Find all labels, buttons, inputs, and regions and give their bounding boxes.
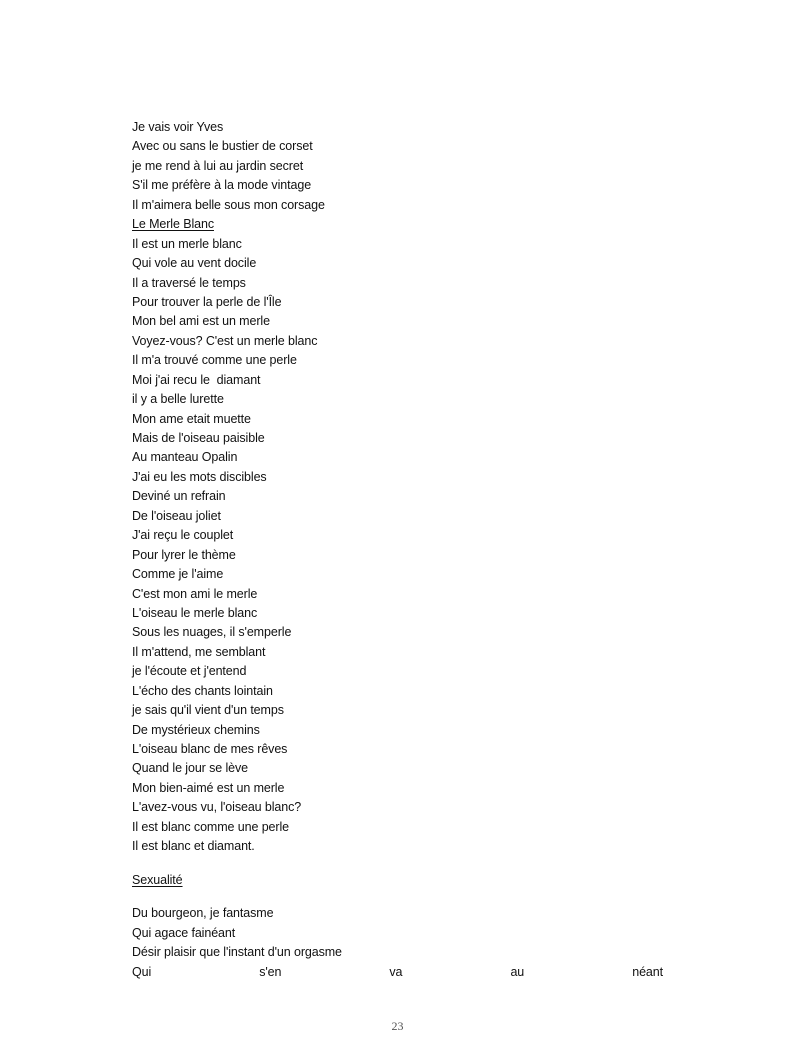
poem-line: je l'écoute et j'entend: [132, 664, 247, 679]
poem-line: Comme je l'aime: [132, 567, 224, 582]
poem-line: De l'oiseau joliet: [132, 508, 221, 523]
poem-text-block: [132, 118, 672, 857]
poem-line: L'oiseau le merle blanc: [132, 605, 258, 620]
poem-line: Mais de l'oiseau paisible: [132, 431, 265, 445]
poem-line: il y a belle lurette: [132, 392, 224, 407]
poem-line: Il m'attend, me semblant: [132, 644, 266, 659]
poem-line: Mon bien-aimé est un merle: [132, 780, 285, 795]
poem-line: Pour lyrer le thème: [132, 547, 236, 562]
poem-line: L'écho des chants lointain: [132, 683, 273, 698]
poem-title-sexualite: Sexualité: [132, 873, 183, 887]
poem-line: Sous les nuages, il s'emperle: [132, 625, 292, 640]
poem-word: s'en: [259, 964, 282, 979]
poem-line: L'avez-vous vu, l'oiseau blanc?: [132, 800, 302, 815]
poem-line: Qui agace fainéant: [132, 925, 236, 940]
poem-line: Qui vole au vent docile: [132, 256, 257, 271]
poem-title-merle-blanc: Le Merle Blanc: [132, 217, 214, 232]
poem-word: va: [389, 964, 403, 979]
poem-line: je sais qu'il vient d'un temps: [132, 703, 284, 718]
poem-line: Pour trouver la perle de l'Île: [132, 294, 282, 309]
poem-word: au: [510, 964, 525, 979]
poem-line: Moi j'ai recu le diamant: [132, 372, 261, 387]
sexualite-section: [132, 871, 672, 982]
poem-line: J'ai eu les mots discibles: [132, 469, 267, 484]
poem-line: Il est blanc et diamant.: [132, 839, 255, 854]
page-number: 23: [391, 1019, 404, 1033]
poem-line: C'est mon ami le merle: [132, 586, 258, 601]
poem-line: Mon ame etait muette: [132, 411, 251, 426]
poem-line: Voyez-vous? C'est un merle blanc: [132, 333, 318, 348]
poem-line: Il est un merle blanc: [132, 236, 242, 251]
poem-line: Je vais voir Yves: [132, 120, 224, 134]
poem-line: J'ai reçu le couplet: [132, 528, 234, 543]
poem-line: Il est blanc comme une perle: [132, 819, 290, 834]
poem-line: je me rend à lui au jardin secret: [132, 158, 304, 173]
poem-line: L'oiseau blanc de mes rêves: [132, 742, 288, 756]
poem-line: Il a traversé le temps: [132, 275, 246, 290]
poem-line: Au manteau Opalin: [132, 450, 238, 465]
poem-line: Deviné un refrain: [132, 489, 226, 504]
poem-word: néant: [632, 964, 663, 979]
poem-word: Qui: [132, 964, 152, 979]
poem-line: Du bourgeon, je fantasme: [132, 906, 274, 921]
stanza-gap: [132, 890, 672, 904]
poem-line: Désir plaisir que l'instant d'un orgasme: [132, 945, 342, 960]
poem-line: De mystérieux chemins: [132, 722, 260, 737]
poem-line: Avec ou sans le bustier de corset: [132, 139, 313, 154]
poem-line: S'il me préfère à la mode vintage: [132, 178, 312, 193]
poem-line: Il m'aimera belle sous mon corsage: [132, 197, 325, 212]
poem-line: Il m'a trouvé comme une perle: [132, 353, 297, 368]
justified-poem-line: [132, 963, 663, 982]
poem-line: Mon bel ami est un merle: [132, 314, 270, 329]
poem-line: Quand le jour se lève: [132, 761, 249, 776]
